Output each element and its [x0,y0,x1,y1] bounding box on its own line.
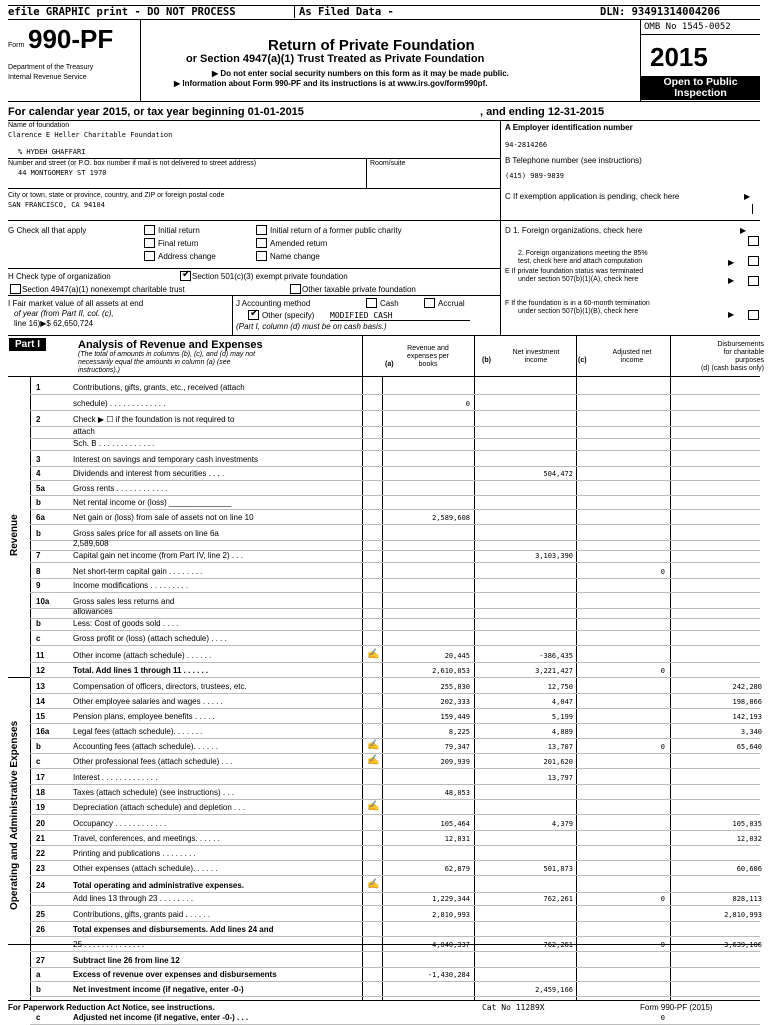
line-label: Contributions, gifts, grants, etc., received (attach [73,383,245,392]
line-label: Net short-term capital gain . . . . . . . . [73,567,203,576]
row-rule [30,981,760,982]
e-label-a: E If private foundation status was terminated [505,268,644,275]
line-number: 12 [36,666,45,675]
other-taxable-checkbox[interactable] [290,284,301,294]
arrow-icon: ▶ [728,258,735,267]
attachment-icon[interactable]: ✍ [367,649,380,660]
col-d-header-3: purposes [735,357,764,364]
line-number: b [36,985,41,994]
line-number: b [36,529,41,538]
line-number: a [36,970,41,979]
col-c-value: 0 [660,568,665,576]
line-number: 25 [36,910,45,919]
line-number: 21 [36,834,45,843]
revenue-side-label: Revenue [9,514,20,556]
row-rule [30,845,760,846]
col-a-value: 79,347 [444,743,470,751]
col-c-header-1: Adjusted net [612,349,652,356]
line-number: 2 [36,415,41,424]
col-b-value: -386,435 [539,652,573,660]
part-tag: Part I [9,338,46,351]
line-number: 20 [36,819,45,828]
paperwork-notice: For Paperwork Reduction Act Notice, see instructions. [8,1003,215,1012]
initial-former-checkbox[interactable] [256,225,267,235]
cash-basis-note: (Part I, column (d) must be on cash basis.) [236,322,387,331]
name-change-checkbox[interactable] [256,251,267,261]
col-b-value: 12,750 [547,683,573,691]
col-a-value: 48,053 [444,789,470,797]
line-number: 6a [36,513,45,522]
expenses-side-label: Operating and Administrative Expenses [9,720,20,910]
line-label: Excess of revenue over expenses and disbursements [73,970,277,979]
row-rule [30,630,760,631]
col-c-value: 0 [660,941,665,949]
dln-number: DLN: 93491314004206 [600,6,721,18]
omb-number: OMB No 1545-0052 [644,22,731,32]
line-label: Contributions, gifts, grants paid . . . . . . [73,910,210,919]
col-d-value: 142,193 [732,713,762,721]
amended-return-checkbox[interactable] [256,238,267,248]
room-label: Room/suite [370,160,406,167]
col-b-value: 13,707 [547,743,573,751]
col-b-value: 4,889 [551,728,573,736]
line-label: Gross sales less returns and [73,597,175,606]
final-return-label: Final return [158,239,199,248]
row-rule [30,905,760,906]
col-d-value: 3,639,106 [724,941,762,949]
line-label: Gross profit or (loss) (attach schedule) . . . . [73,634,227,643]
form-footer: Form 990-PF (2015) [640,1003,713,1012]
trust-checkbox[interactable] [10,284,21,294]
line-label: allowances [73,607,113,616]
dept-line2: Internal Revenue Service [8,74,87,81]
cash-checkbox[interactable] [366,298,377,308]
arrow-icon: ▶ [728,310,735,319]
line-number: c [36,757,41,766]
e-label-b: under section 507(b)(1)(A), check here [518,276,639,283]
col-a-value: 105,464 [440,820,470,828]
line-label: schedule) . . . . . . . . . . . . . [73,399,166,408]
line-label: Total. Add lines 1 through 11 . . . . . . [73,666,209,675]
col-a-value: 2,589,608 [432,514,470,522]
col-d-value: 12,032 [736,835,762,843]
form-subtitle: or Section 4947(a)(1) Trust Treated as Private Foundation [186,53,485,65]
cat-number: Cat No 11289X [482,1003,545,1012]
col-b-header-2: income [524,357,548,364]
part-desc-1: (The total of amounts in columns (b), (c), and (d) may not [78,351,256,358]
open-inspection-badge: Open to Public Inspection [641,76,760,100]
line-number: b [36,742,41,751]
row-rule [30,466,760,467]
form-title: Return of Private Foundation [268,37,475,54]
d2-label-b: test, check here and attach computation [518,258,643,265]
ssn-note: ▶ Do not enter social security numbers on this form as it may be made public. [212,69,509,78]
col-d-value: 65,640 [736,743,762,751]
col-b-header-1: Net investment [512,349,560,356]
col-b-value: 5,199 [551,713,573,721]
line-number: 19 [36,803,45,812]
col-a-value: 2,610,053 [432,667,470,675]
row-rule [30,723,760,724]
col-a-header-1: Revenue and [407,345,449,352]
line-label: Total operating and administrative expenses. [73,881,245,890]
line-label: Adjusted net income (if negative, enter -0-) . . . [73,1013,249,1022]
other-method-label: Other (specify) [262,311,315,320]
accrual-checkbox[interactable] [424,298,435,308]
i-label-1: I Fair market value of all assets at end [8,299,144,308]
ein-value: 94-2814266 [505,141,548,149]
line-label: Less: Cost of goods sold . . . . [73,619,179,628]
line-number: 24 [36,881,45,890]
initial-return-label: Initial return [158,226,200,235]
line-number: c [36,634,41,643]
line-number: 10a [36,597,50,606]
row-rule [30,645,760,646]
address-change-checkbox[interactable] [144,251,155,261]
col-b-value: 13,797 [547,774,573,782]
col-a-value: 0 [465,400,470,408]
col-c-value: 0 [660,667,665,675]
col-a-header-2: expenses per [406,353,450,360]
line-label: Interest on savings and temporary cash investments [73,455,258,464]
final-return-checkbox[interactable] [144,238,155,248]
line-label: Sch. B . . . . . . . . . . . . . [73,439,155,448]
address-change-label: Address change [158,252,216,261]
d1-checkbox[interactable] [748,236,759,246]
dept-line1: Department of the Treasury [8,64,94,71]
line-number: 27 [36,956,45,965]
line-number: 18 [36,788,45,797]
attachment-icon[interactable]: ✍ [367,879,380,890]
row-rule [30,677,760,678]
line-number: 15 [36,712,45,721]
col-d-value: 3,340 [740,728,762,736]
foundation-name: Clarence E Heller Charitable Foundation [8,131,173,139]
row-rule [30,892,760,893]
line-label: Accounting fees (attach schedule). . . . . . [73,742,218,751]
attachment-icon[interactable]: ✍ [367,755,380,766]
i-label-2: of year (from Part II, col. (c), [14,309,114,318]
other-taxable-label: Other taxable private foundation [302,285,416,294]
line-label: Travel, conferences, and meetings. . . . . . [73,834,220,843]
row-rule [30,524,760,525]
d2-checkbox[interactable] [748,256,759,266]
col-b-value: 762,261 [543,895,573,903]
j-label: J Accounting method [236,299,311,308]
col-b-value: 4,047 [551,698,573,706]
501c3-checkbox[interactable] [180,271,191,281]
line-label: Subtract line 26 from line 12 [73,956,180,965]
col-b-value: 504,472 [543,470,573,478]
row-rule [30,860,760,861]
row-rule [30,875,760,876]
line-label: 25 . . . . . . . . . . . . . . [73,940,145,949]
calendar-year: For calendar year 2015, or tax year beginning 01-01-2015 [8,106,304,118]
col-d-value: 242,280 [732,683,762,691]
line-label: Other income (attach schedule) . . . . . . [73,651,212,660]
row-rule [30,921,760,922]
arrow-icon: ▶ [728,276,735,285]
line-label: Net investment income (if negative, enter -0-) [73,985,244,994]
part-desc-3: instructions).) [78,367,121,374]
line-number: 26 [36,925,45,934]
initial-former-label: Initial return of a former public charity [270,226,402,235]
row-rule [30,784,760,785]
col-a-header-3: books [418,361,438,368]
row-rule [30,509,760,510]
e-checkbox[interactable] [748,276,759,286]
line-number: 3 [36,455,41,464]
col-a-tag: (a) [385,361,394,368]
efile-banner: efile GRAPHIC print - DO NOT PROCESS [8,6,236,18]
city-address: SAN FRANCISCO, CA 94104 [8,201,105,209]
col-d-value: 105,035 [732,820,762,828]
line-number: 22 [36,849,45,858]
line-number: 7 [36,551,41,560]
col-a-value: 255,030 [440,683,470,691]
line-label: Gross rents . . . . . . . . . . . . [73,484,168,493]
row-rule [30,753,760,754]
d1-label: D 1. Foreign organizations, check here [505,226,643,235]
line-number: 23 [36,864,45,873]
col-c-value: 0 [660,895,665,903]
attachment-icon[interactable]: ✍ [367,801,380,812]
form-label: Form [8,42,25,49]
line-label: Gross sales price for all assets on line 6a [73,529,219,538]
line-number: 5a [36,484,45,493]
h-label: H Check type of organization [8,272,111,281]
city-label: City or town, state or province, country, and ZIP or foreign postal code [8,192,225,199]
col-b-tag: (b) [482,357,491,364]
tax-year: 2015 [650,42,708,72]
row-rule [30,830,760,831]
line-label: Check ▶ ☐ if the foundation is not required to [73,415,235,424]
col-b-value: 3,221,427 [535,667,573,675]
line-label: 2,589,608 [73,539,109,548]
line-label: Capital gain net income (from Part IV, line 2) . . . [73,551,244,560]
name-label: Name of foundation [8,122,70,129]
phone-label: B Telephone number (see instructions) [505,156,642,165]
line-label: Occupancy . . . . . . . . . . . . [73,819,167,828]
arrow-icon: ▶ [744,192,751,201]
col-c-value: 0 [660,1014,665,1022]
row-rule [30,967,760,968]
col-a-value: -1,430,284 [427,971,470,979]
line-label: Printing and publications . . . . . . . . [73,849,196,858]
col-d-header-4: (d) (cash basis only) [700,365,764,372]
care-of: % HYDEH GHAFFARI [18,148,86,156]
line-number: 16a [36,727,50,736]
line-number: 17 [36,773,45,782]
line-number: c [36,1013,41,1022]
col-d-header-1: Disbursements [717,341,764,348]
filed-banner: As Filed Data - [294,6,394,18]
row-rule [30,936,760,937]
col-b-value: 762,261 [543,941,573,949]
row-rule [30,693,760,694]
col-b-value: 501,873 [543,865,573,873]
line-label: Taxes (attach schedule) (see instructions) . . . [73,788,234,797]
line-number: 4 [36,469,41,478]
line-number: 9 [36,581,41,590]
trust-label: Section 4947(a)(1) nonexempt charitable trust [22,285,185,294]
line-number: 13 [36,682,45,691]
row-rule [30,480,760,481]
line-label: Dividends and interest from securities . . . . [73,469,225,478]
f-checkbox[interactable] [748,310,759,320]
col-a-value: 1,229,344 [432,895,470,903]
row-rule [30,662,760,663]
col-b-value: 201,620 [543,758,573,766]
501c3-label: Section 501(c)(3) exempt private foundation [192,272,348,281]
col-d-value: 2,810,993 [724,911,762,919]
line-label: Legal fees (attach schedule). . . . . . . [73,727,203,736]
col-a-value: 12,031 [444,835,470,843]
line-label: attach [73,427,95,436]
street-address: 44 MONTGOMERY ST 1970 [18,169,107,177]
col-d-value: 198,866 [732,698,762,706]
line-label: Net rental income or (loss) ______________ [73,498,232,507]
street-label: Number and street (or P.O. box number if mail is not delivered to street address) [8,160,257,167]
part-desc-2: necessarily equal the amounts in column (a) (see [78,359,231,366]
col-d-value: 828,113 [732,895,762,903]
initial-return-checkbox[interactable] [144,225,155,235]
row-rule [30,592,760,593]
row-rule [30,768,760,769]
form-number: 990-PF [28,24,114,54]
exemption-pending-label: C If exemption application is pending, check here [505,192,680,201]
col-c-header-2: income [620,357,644,364]
col-b-value: 4,379 [551,820,573,828]
accrual-label: Accrual [438,299,465,308]
line-label: Add lines 13 through 23 . . . . . . . . [73,894,194,903]
row-rule [30,814,760,815]
line-label: Pension plans, employee benefits . . . . . [73,712,215,721]
line-number: b [36,498,41,507]
col-a-value: 62,879 [444,865,470,873]
line-number: 11 [36,651,45,660]
line-label: Net gain or (loss) from sale of assets not on line 10 [73,513,254,522]
col-a-value: 20,445 [444,652,470,660]
part-title: Analysis of Revenue and Expenses [78,339,263,351]
line-number: 1 [36,383,41,392]
line-label: Income modifications . . . . . . . . . [73,581,189,590]
line-number: 8 [36,567,41,576]
row-rule [30,799,760,800]
info-note: ▶ Information about Form 990-PF and its instructions is at www.irs.gov/form990pf. [174,79,488,88]
col-b-value: 3,103,390 [535,552,573,560]
col-c-value: 0 [660,743,665,751]
row-rule [30,578,760,579]
row-rule [30,562,760,563]
line-label: Depreciation (attach schedule) and depletion . . . [73,803,246,812]
name-change-label: Name change [270,252,320,261]
row-rule [30,450,760,451]
line-number: 14 [36,697,45,706]
line-label: Interest . . . . . . . . . . . . . [73,773,158,782]
row-rule [30,951,760,952]
row-rule [30,495,760,496]
f-label-a: F If the foundation is in a 60-month termination [505,300,650,307]
attachment-icon[interactable]: ✍ [367,740,380,751]
f-label-b: under section 507(b)(1)(B), check here [518,308,639,315]
cash-label: Cash [380,299,399,308]
col-a-value: 202,333 [440,698,470,706]
col-a-value: 4,040,337 [432,941,470,949]
line-label: Other expenses (attach schedule). . . . . . [73,864,218,873]
amended-return-label: Amended return [270,239,328,248]
col-d-value: 60,606 [736,865,762,873]
arrow-icon: ▶ [740,226,747,235]
line-label: Other professional fees (attach schedule) . . . [73,757,233,766]
col-a-value: 8,225 [448,728,470,736]
row-rule [30,394,760,395]
line-label: Other employee salaries and wages . . . . . [73,697,223,706]
ein-label: A Employer identification number [505,123,633,132]
row-rule [30,996,760,997]
other-method-checkbox[interactable] [248,310,259,320]
col-a-value: 159,449 [440,713,470,721]
g-label: G Check all that apply [8,226,87,235]
calendar-ending: , and ending 12-31-2015 [480,106,605,118]
row-rule [30,410,760,411]
col-a-value: 209,939 [440,758,470,766]
col-b-value: 2,459,166 [535,986,573,994]
row-rule [30,708,760,709]
fmv-value: line 16)▶$ 62,650,724 [14,319,94,328]
phone-value: (415) 989-9839 [505,172,565,180]
line-label: Total expenses and disbursements. Add lines 24 and [73,925,274,934]
col-d-header-2: for charitable [723,349,764,356]
col-c-tag: (c) [578,357,587,364]
col-a-value: 2,810,993 [432,911,470,919]
line-number: b [36,619,41,628]
line-label: Compensation of officers, directors, trustees, etc. [73,682,247,691]
row-rule [30,738,760,739]
accounting-method-value: MODIFIED CASH [330,311,470,321]
d2-label-a: 2. Foreign organizations meeting the 85% [518,250,648,257]
